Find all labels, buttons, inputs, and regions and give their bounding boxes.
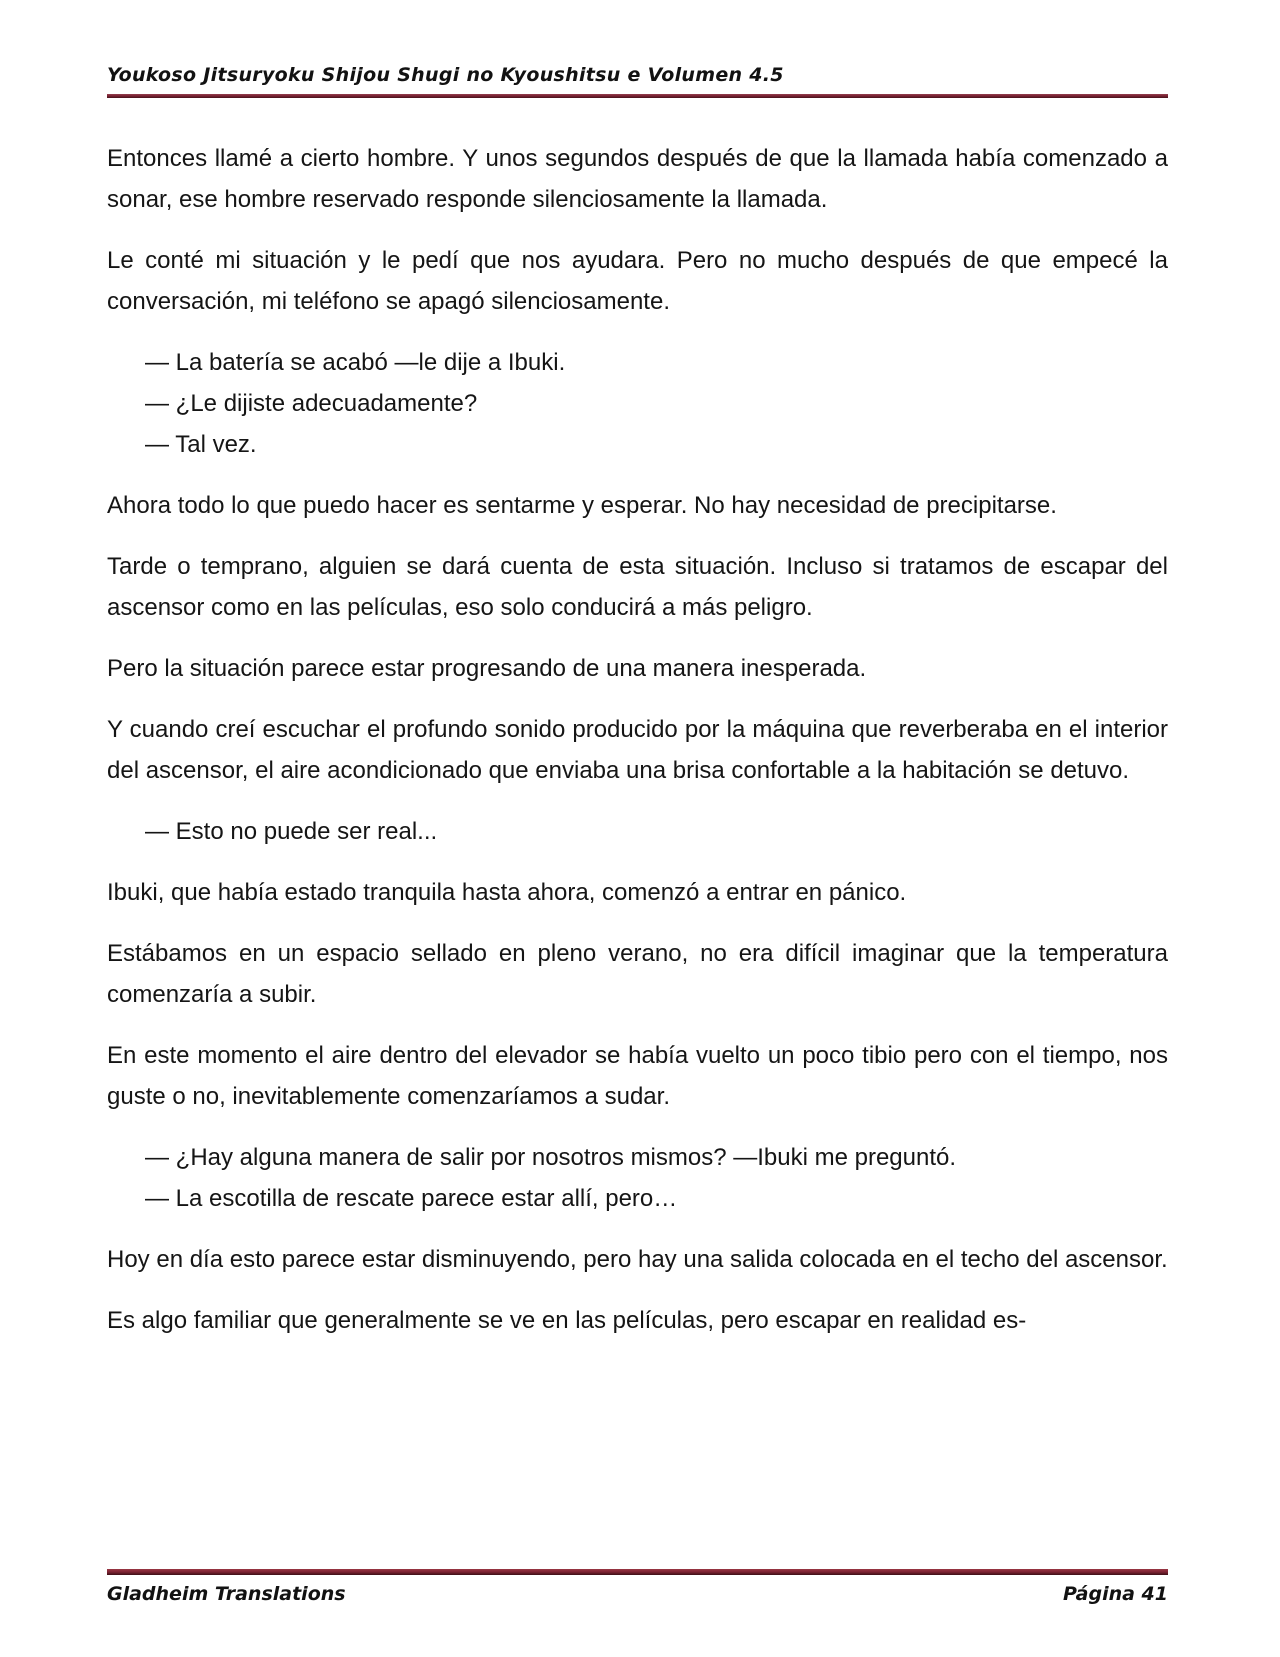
dialogue-block <box>107 1137 1168 1219</box>
dialogue-block <box>107 342 1168 465</box>
dialogue-line: — La batería se acabó —le dije a Ibuki. <box>145 349 566 376</box>
paragraph: Tarde o temprano, alguien se dará cuenta de esta situación. Incluso si tratamos de escapar del ascensor como en las películas, eso solo conducirá a más peligro. <box>107 553 1168 621</box>
page-footer <box>107 1569 1168 1605</box>
dialogue-line: — Esto no puede ser real... <box>145 818 438 845</box>
dialogue-line: — La escotilla de rescate parece estar allí, pero… <box>145 1185 678 1212</box>
paragraph: En este momento el aire dentro del elevador se había vuelto un poco tibio pero con el tiempo, nos guste o no, inevitablemente comenzaríamos a sudar. <box>107 1042 1168 1110</box>
paragraph: Entonces llamé a cierto hombre. Y unos segundos después de que la llamada había comenzado a sonar, ese hombre reservado responde silenciosamente la llamada. <box>107 145 1168 213</box>
paragraph: Le conté mi situación y le pedí que nos ayudara. Pero no mucho después de que empecé la conversación, mi teléfono se apagó silenciosamente. <box>107 247 1168 315</box>
footer-translator: Gladheim Translations <box>107 1583 346 1605</box>
dialogue-line: — Tal vez. <box>145 431 257 458</box>
paragraph: Pero la situación parece estar progresando de una manera inesperada. <box>107 655 867 682</box>
footer-page-number: Página 41 <box>1062 1583 1168 1605</box>
paragraph: Hoy en día esto parece estar disminuyendo, pero hay una salida colocada en el techo del ascensor. <box>107 1246 1168 1273</box>
header-title: Youkoso Jitsuryoku Shijou Shugi no Kyoushitsu e Volumen 4.5 <box>107 64 784 86</box>
dialogue-block <box>107 811 1168 852</box>
paragraph: Es algo familiar que generalmente se ve en las películas, pero escapar en realidad es- <box>107 1307 1027 1334</box>
dialogue-line: — ¿Hay alguna manera de salir por nosotros mismos? —Ibuki me preguntó. <box>145 1144 957 1171</box>
page-body <box>107 138 1168 1341</box>
page-header <box>107 64 1168 98</box>
dialogue-line: — ¿Le dijiste adecuadamente? <box>145 390 478 417</box>
footer-rule <box>107 1569 1168 1575</box>
paragraph: Ibuki, que había estado tranquila hasta ahora, comenzó a entrar en pánico. <box>107 879 907 906</box>
header-rule <box>107 94 1168 98</box>
paragraph: Y cuando creí escuchar el profundo sonido producido por la máquina que reverberaba en el interior del ascensor, el aire acondicionado que enviaba una brisa confortable a la habitación se detuvo. <box>107 716 1168 784</box>
paragraph: Estábamos en un espacio sellado en pleno verano, no era difícil imaginar que la temperatura comenzaría a subir. <box>107 940 1168 1008</box>
paragraph: Ahora todo lo que puedo hacer es sentarme y esperar. No hay necesidad de precipitarse. <box>107 492 1057 519</box>
